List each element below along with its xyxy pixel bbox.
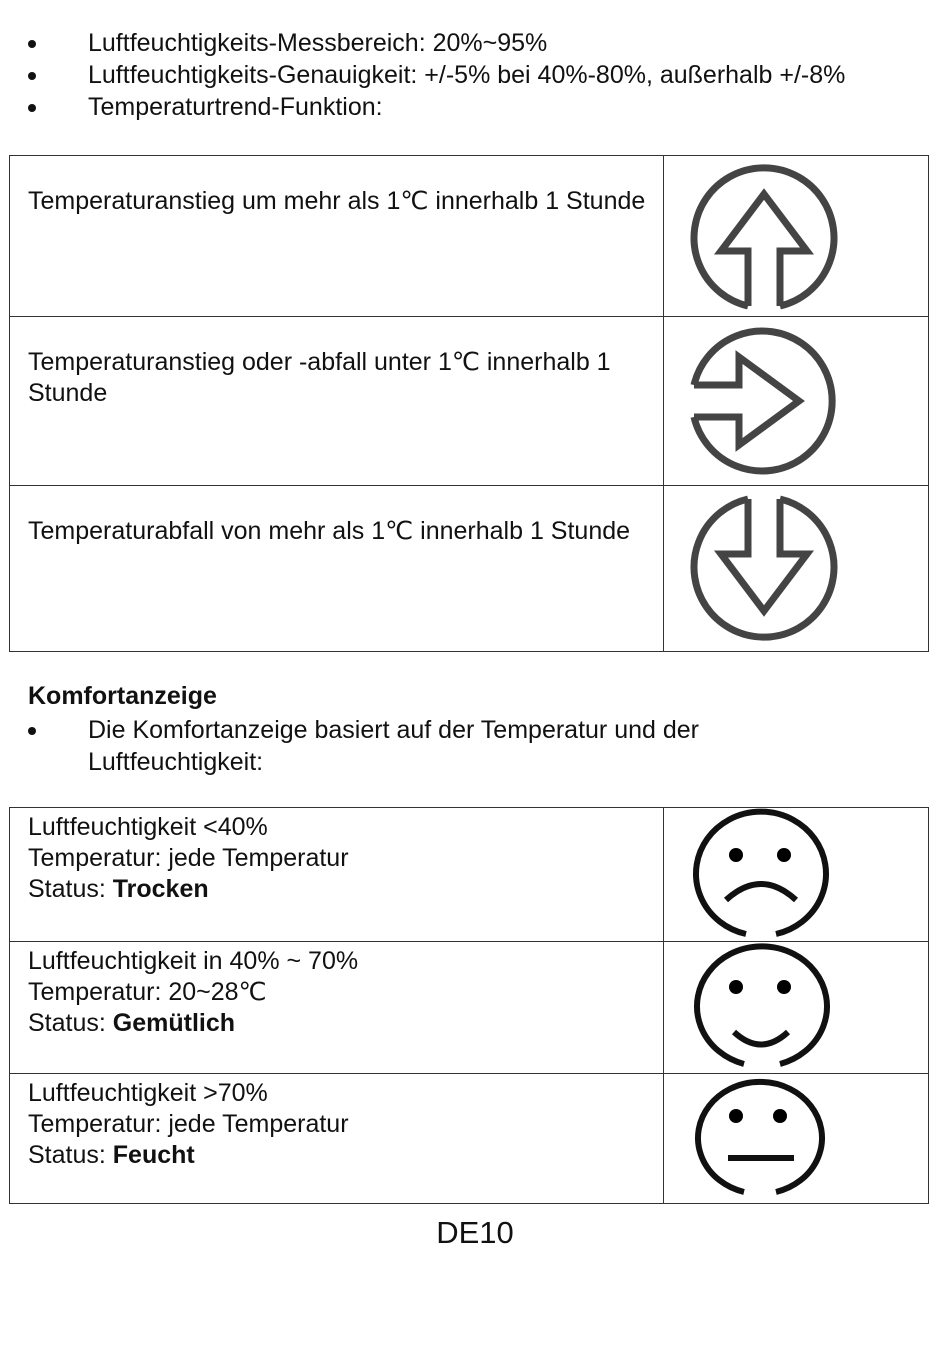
status-label: Status: xyxy=(28,1141,113,1169)
arrow-up-circle-icon xyxy=(664,156,854,316)
neutral-face-icon xyxy=(664,1074,854,1202)
section-heading: Komfortanzeige xyxy=(28,682,217,710)
humidity: Luftfeuchtigkeit in 40% ~ 70% xyxy=(28,947,359,975)
trend-text: Temperaturabfall von mehr als 1℃ innerhalb 1 Stunde xyxy=(10,486,664,652)
bullet-text: Luftfeuchtigkeits-Genauigkeit: +/-5% bei 40%-80%, außerhalb +/-8% xyxy=(88,61,846,89)
status: Trocken xyxy=(112,875,209,903)
humidity: Luftfeuchtigkeit <40% xyxy=(28,813,268,841)
bullet-text: Luftfeuchtigkeits-Messbereich: 20%~95% xyxy=(88,29,548,57)
status-label: Status: xyxy=(28,1009,113,1037)
comfort-table xyxy=(9,807,929,1204)
bullet-text: Temperaturtrend-Funktion: xyxy=(88,93,383,121)
happy-face-icon xyxy=(664,942,854,1072)
trend-table xyxy=(9,155,929,652)
arrow-down-circle-icon xyxy=(664,486,854,651)
status: Gemütlich xyxy=(112,1009,236,1037)
trend-text: Temperaturanstieg oder -abfall unter 1℃ innerhalb 1 Stunde xyxy=(10,317,664,486)
status: Feucht xyxy=(112,1141,195,1169)
page-number: DE10 xyxy=(436,1215,514,1250)
sad-face-icon xyxy=(664,808,854,940)
comfort-row-text xyxy=(10,808,664,942)
trend-text: Temperaturanstieg um mehr als 1℃ innerhalb 1 Stunde xyxy=(10,156,664,317)
temperature: Temperatur: jede Temperatur xyxy=(28,844,349,872)
temperature: Temperatur: jede Temperatur xyxy=(28,1110,349,1138)
comfort-row-text xyxy=(10,1074,664,1204)
temperature: Temperatur: 20~28℃ xyxy=(28,978,267,1006)
status-label: Status: xyxy=(28,875,113,903)
arrow-right-circle-icon xyxy=(664,317,854,485)
humidity: Luftfeuchtigkeit >70% xyxy=(28,1079,268,1107)
bullet-text: Die Komfortanzeige basiert auf der Temperatur und der Luftfeuchtigkeit: xyxy=(88,716,699,776)
comfort-row-text xyxy=(10,942,664,1074)
